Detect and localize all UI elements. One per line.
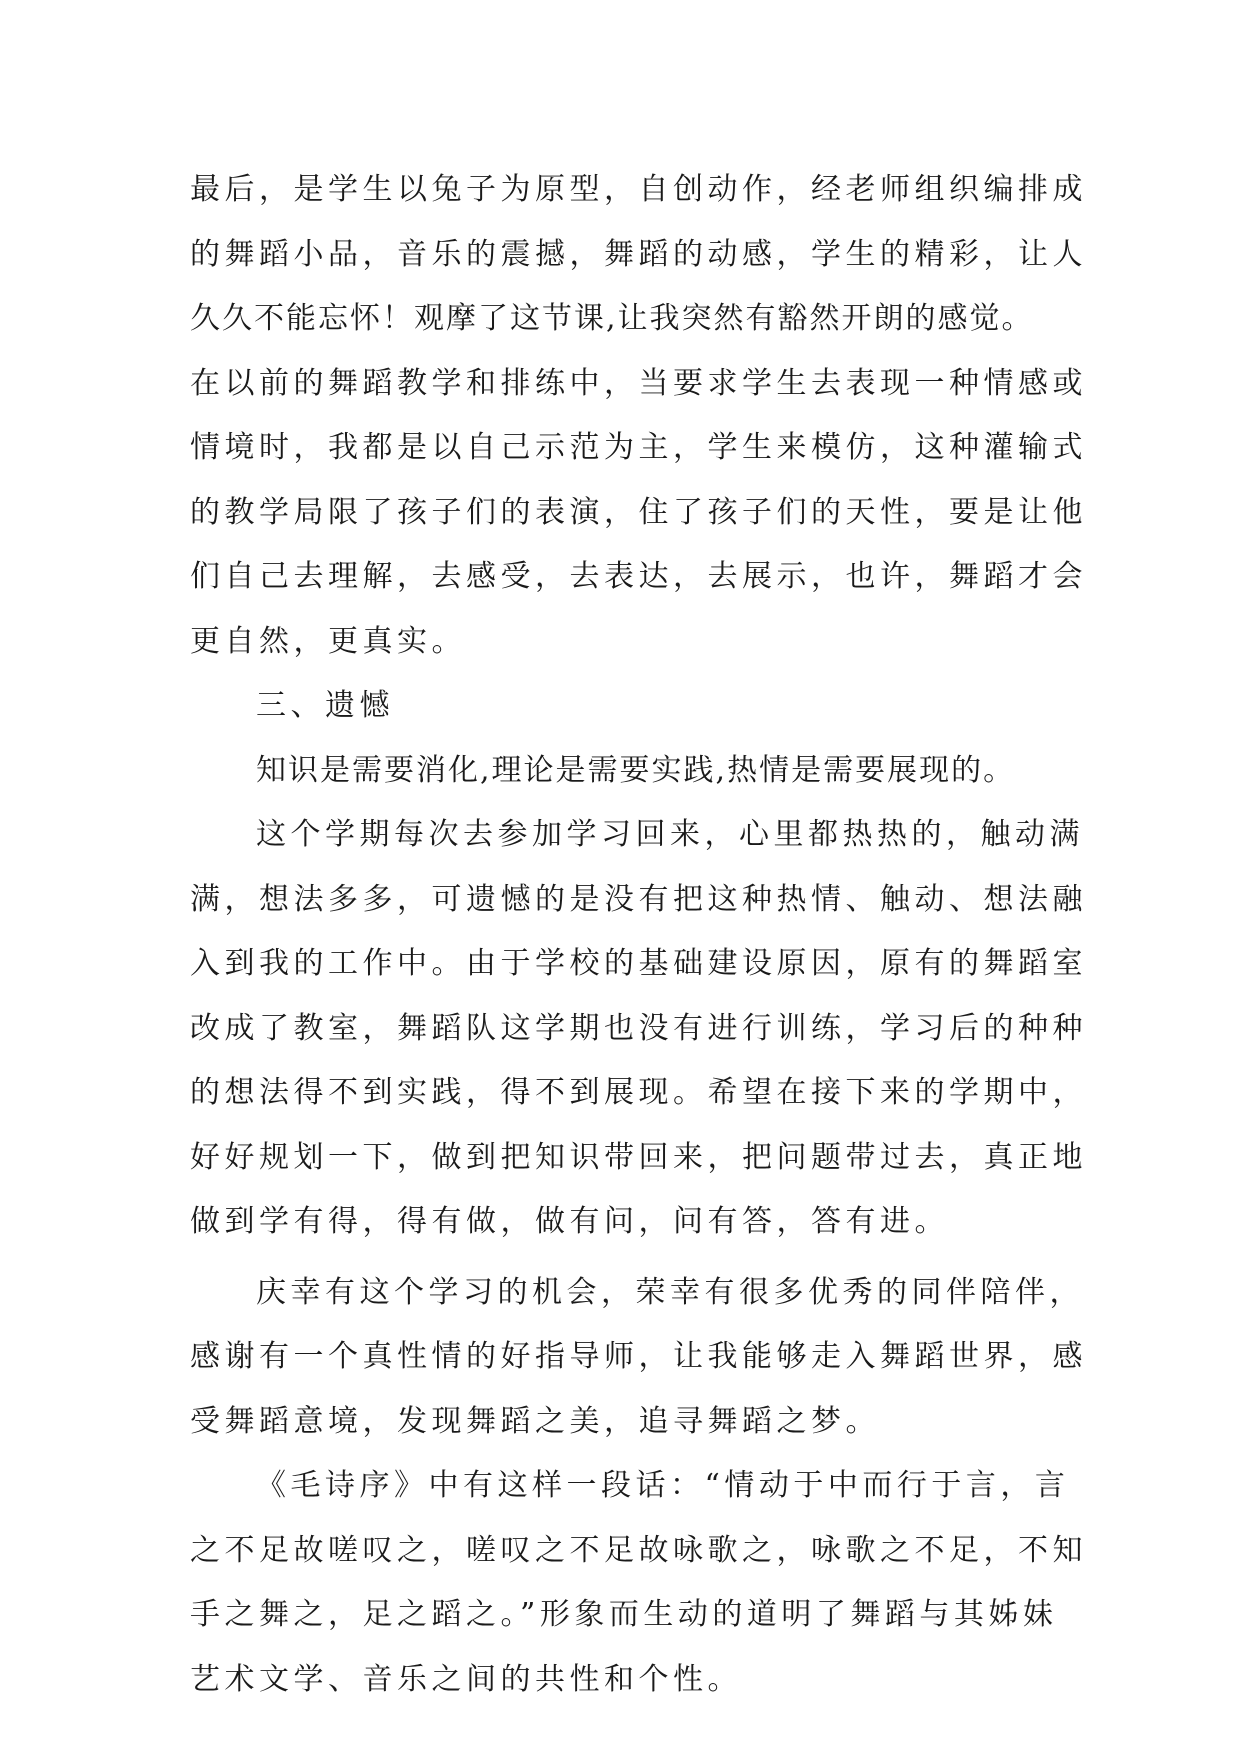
text-line: 受舞蹈意境，发现舞蹈之美，追寻舞蹈之梦。: [190, 1403, 880, 1439]
text-line: 感谢有一个真性情的好指导师，让我能够走入舞蹈世界，感: [190, 1339, 1087, 1374]
text-line: 手之舞之，足之蹈之。”形象而生动的道明了舞蹈与其姊妹: [190, 1597, 1058, 1632]
text-line: 入到我的工作中。由于学校的基础建设原因，原有的舞蹈室: [190, 946, 1087, 981]
text-line: 《毛诗序》中有这样一段话：“情动于中而行于言，言: [256, 1468, 1070, 1503]
text-line: 艺术文学、音乐之间的共性和个性。: [190, 1661, 742, 1697]
text-line: 更自然，更真实。: [190, 623, 466, 659]
body-text: [190, 158, 1090, 1712]
text-line: 知识是需要消化,理论是需要实践,热情是需要展现的。: [256, 752, 1016, 788]
text-line: 在以前的舞蹈教学和排练中，当要求学生去表现一种情感或: [190, 365, 1087, 401]
text-line: 这个学期每次去参加学习回来，心里都热热的，触动满: [256, 817, 1084, 852]
text-line: 满，想法多多，可遗憾的是没有把这种热情、触动、想法融: [190, 881, 1087, 917]
section-heading: 三、遗憾: [256, 688, 394, 723]
text-line: 的想法得不到实践，得不到展现。希望在接下来的学期中，: [190, 1075, 1087, 1110]
text-line: 们自己去理解，去感受，去表达，去展示，也许，舞蹈才会: [190, 559, 1087, 594]
text-line: 改成了教室，舞蹈队这学期也没有进行训练，学习后的种种: [190, 1010, 1087, 1046]
text-line: 久久不能忘怀！观摩了这节课,让我突然有豁然开朗的感觉。: [190, 301, 1034, 336]
text-line: 做到学有得，得有做，做有问，问有答，答有进。: [190, 1204, 949, 1239]
text-line: 最后，是学生以兔子为原型，自创动作，经老师组织编排成: [190, 172, 1087, 207]
text-line: 好好规划一下，做到把知识带回来，把问题带过去，真正地: [190, 1139, 1087, 1175]
text-line: 情境时，我都是以自己示范为主，学生来模仿，这种灌输式: [190, 430, 1087, 465]
text-line: 之不足故嗟叹之，嗟叹之不足故咏歌之，咏歌之不足，不知: [190, 1532, 1087, 1568]
text-line: 的舞蹈小品，音乐的震撼，舞蹈的动感，学生的精彩，让人: [190, 236, 1087, 272]
text-line: 的教学局限了孩子们的表演，住了孩子们的天性，要是让他: [190, 494, 1087, 530]
text-line: 庆幸有这个学习的机会，荣幸有很多优秀的同伴陪伴，: [256, 1274, 1084, 1310]
